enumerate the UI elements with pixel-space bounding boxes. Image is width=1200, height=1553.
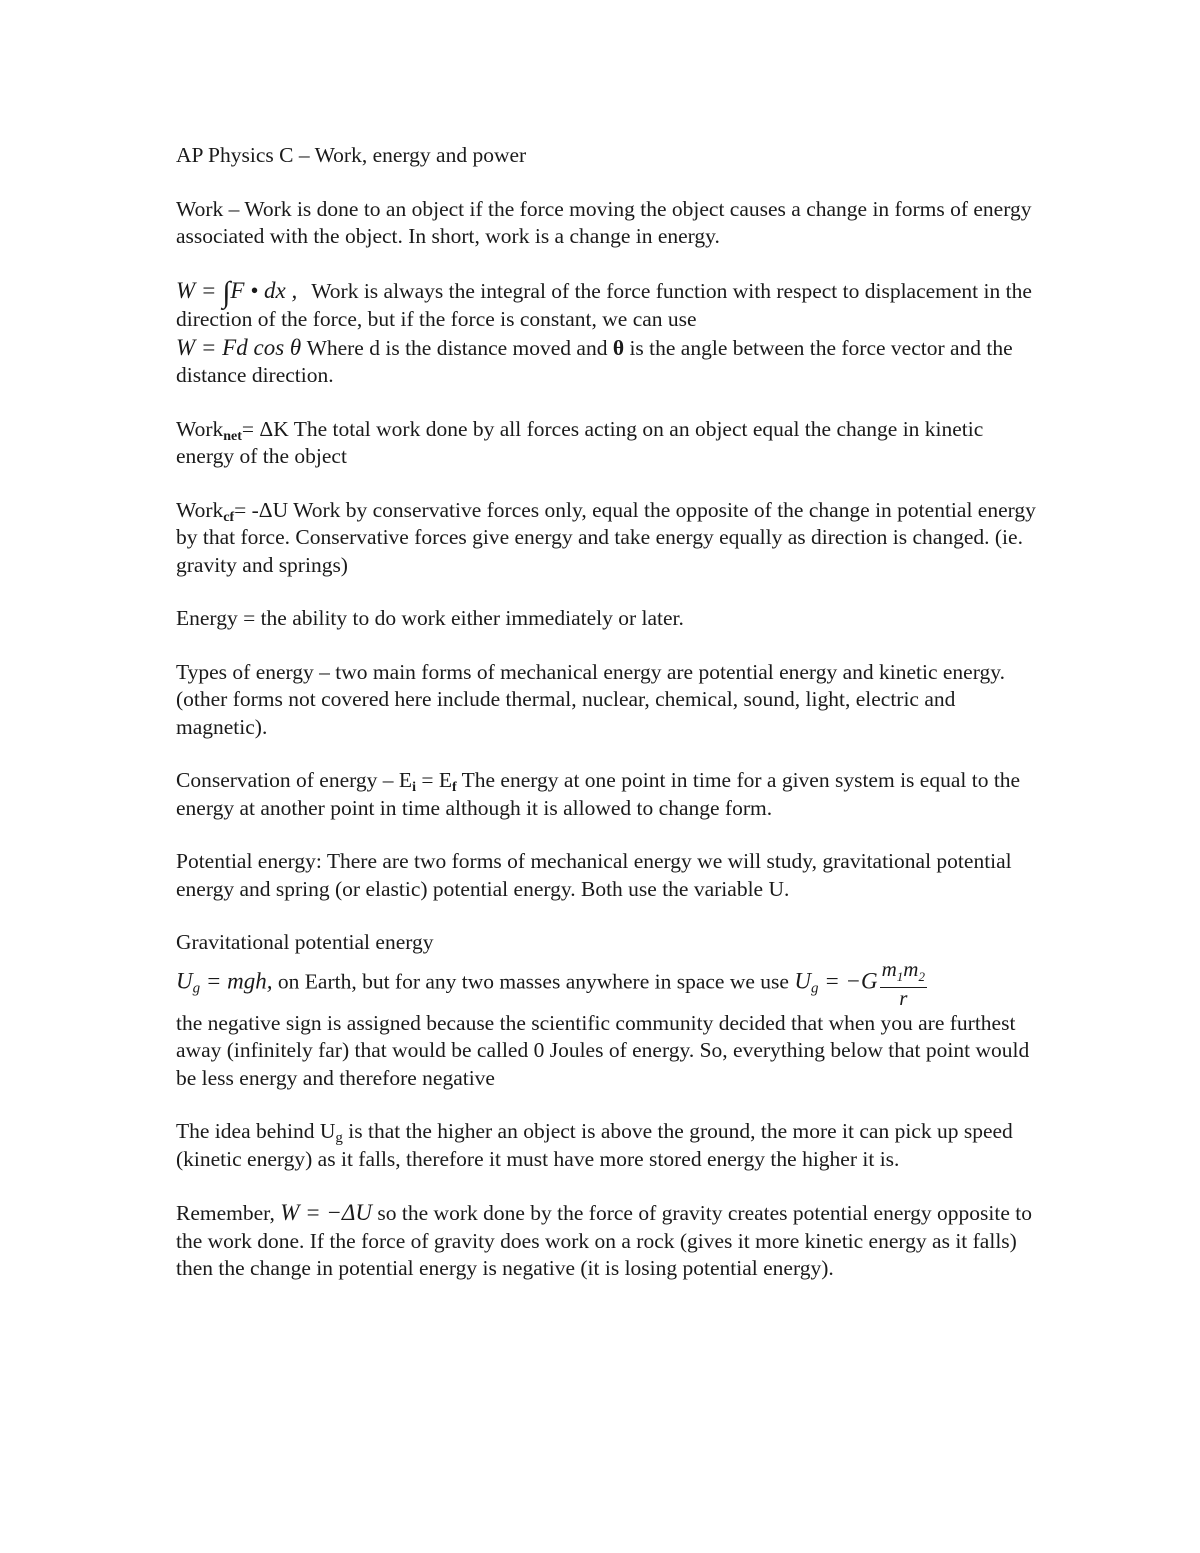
- mass-fraction: [880, 956, 927, 1010]
- conservation-eq: = E: [415, 768, 452, 792]
- idea-text-b: is that the higher an object is above the ground, the more it can pick up speed (kinetic energy) as it falls, therefore it must have more stored energy the higher it is.: [176, 1119, 1013, 1171]
- work-cf-subscript: cf: [223, 509, 235, 525]
- ug-general-rhs: = −G: [818, 968, 878, 994]
- conservation-text-a: Conservation of energy – E: [176, 768, 413, 792]
- remember-eq: W = −ΔU: [280, 1200, 373, 1226]
- work-net-text: The total work done by all forces acting on an object equal the change in kinetic energy of the object: [176, 416, 984, 468]
- work-net-eq: = ΔK: [241, 416, 289, 441]
- ug-mgh-rhs: = mgh,: [200, 968, 273, 994]
- document-body: [176, 142, 1036, 1309]
- work-integral-rhs: F • dx ,: [230, 277, 298, 303]
- ug-subscript: g: [192, 980, 201, 997]
- gravitational-paragraph: [176, 929, 1036, 1092]
- work-constant-line: [176, 334, 1036, 390]
- theta-symbol: θ: [612, 335, 625, 360]
- work-constant-eq: W = Fd cos θ: [176, 334, 302, 360]
- conservation-sub-f: f: [451, 780, 457, 795]
- integral-sign: ∫: [222, 275, 231, 309]
- gravitational-eq-line: [176, 956, 1036, 1010]
- types-of-energy: Types of energy – two main forms of mechanical energy are potential energy and kinetic energy. (other forms not covered here include thermal, nuclear, chemical, sound, light, electric and magnetic).: [176, 659, 1005, 739]
- fraction-denominator: r: [899, 985, 908, 1010]
- work-cf-paragraph: [176, 497, 1036, 580]
- fraction-numerator: $m_1m_2$: [880, 959, 927, 988]
- work-constant-text-a: Where d is the distance moved and: [301, 335, 613, 360]
- conservation-sub-i: i: [412, 780, 416, 795]
- gravitational-explanation: the negative sign is assigned because the scientific community decided that when you are furthest away (infinitely far) that would be called 0 Joules of energy. So, everything below that point would be less energy and therefore negative: [176, 1010, 1030, 1090]
- work-cf-eq: = -ΔU: [234, 497, 289, 522]
- idea-text-a: The idea behind U: [176, 1119, 336, 1144]
- work-net-paragraph: [176, 416, 1036, 471]
- gravitational-mid-text: on Earth, but for any two masses anywhere in space we use: [272, 969, 795, 994]
- conservation-paragraph: [176, 767, 1036, 822]
- work-paragraph: Work – Work is done to an object if the force moving the object causes a change in forms of energy associated with the object. In short, work is a change in energy.: [176, 196, 1032, 248]
- ug-symbol: U: [176, 968, 193, 994]
- idea-paragraph: [176, 1118, 1036, 1173]
- remember-text-b: so the work done by the force of gravity creates potential energy opposite to the work done. If the force of gravity does work on a rock (gives it more kinetic energy as it falls) then the change in potential energy is negative (it is losing potential energy).: [176, 1201, 1032, 1281]
- remember-text-a: Remember,: [176, 1201, 281, 1226]
- page-title: AP Physics C – Work, energy and power: [176, 143, 527, 167]
- work-cf-text: Work by conservative forces only, equal the opposite of the change in potential energy by that force. Conservative forces give energy and take energy equally as direction is changed. (ie. gravity and springs): [176, 497, 1036, 577]
- energy-definition: Energy = the ability to do work either immediately or later.: [176, 606, 684, 630]
- work-integral-paragraph: [176, 277, 1036, 390]
- work-integral-lhs: W =: [176, 277, 223, 303]
- conservation-text-b: The energy at one point in time for a given system is equal to the energy at another point in time although it is allowed to change form.: [176, 768, 1021, 820]
- work-net-subscript: net: [223, 428, 242, 444]
- gravitational-heading: Gravitational potential energy: [176, 930, 434, 954]
- work-constant-text-b: is the angle between the force vector and the distance direction.: [176, 335, 1013, 387]
- work-net-label: Work: [176, 416, 224, 441]
- ug-general-symbol: U: [794, 968, 811, 994]
- work-integral-text: Work is always the integral of the force function with respect to displacement in the direction of the force, but if the force is constant, we can use: [176, 278, 1032, 331]
- potential-energy-paragraph: Potential energy: There are two forms of mechanical energy we will study, gravitational potential energy and spring (or elastic) potential energy. Both use the variable U.: [176, 849, 1012, 901]
- work-cf-label: Work: [176, 497, 224, 522]
- ug-general-subscript: g: [810, 980, 819, 997]
- idea-subscript: g: [335, 1130, 343, 1147]
- remember-paragraph: [176, 1199, 1036, 1283]
